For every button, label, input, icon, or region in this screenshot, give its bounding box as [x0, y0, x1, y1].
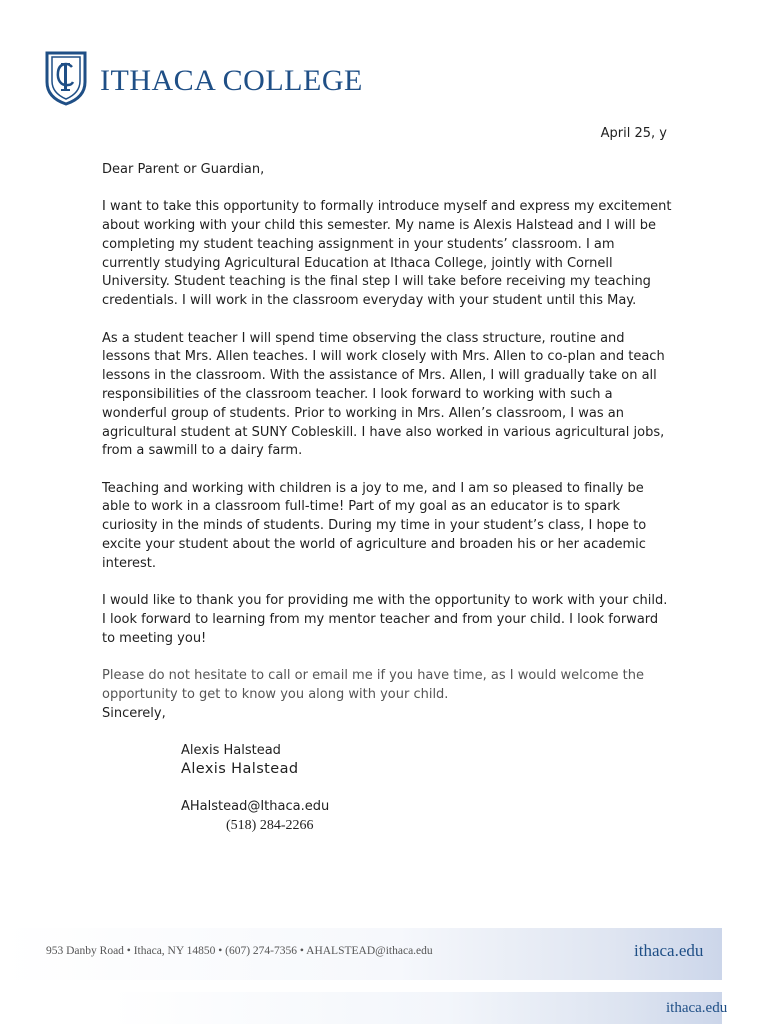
salutation: Dear Parent or Guardian,	[102, 162, 265, 177]
footer-address: 953 Danby Road • Ithaca, NY 14850 • (607) 274-7356 • AHALSTEAD@ithaca.edu	[46, 945, 433, 957]
letter-body	[102, 161, 672, 705]
footer-website: ithaca.edu	[634, 941, 704, 960]
footer-website-secondary: ithaca.edu	[666, 1000, 728, 1016]
body-paragraph-4: I would like to thank you for providing me with the opportunity to work with your child. I look forward to learning from my mentor teacher and from your child. I look forward to meeting you!	[102, 593, 668, 646]
body-paragraph-2: As a student teacher I will spend time observing the class structure, routine and lessons that Mrs. Allen teaches. I will work closely with Mrs. Allen to co-plan and teach lessons in the classroom. With the assistance of Mrs. Allen, I will gradually take on all responsibilities of the classroom teacher. I look forward to working with such a wonderful group of students. Prior to working in Mrs. Allen’s classroom, I was an agricultural student at SUNY Cobleskill. I have also worked in various agricultural jobs, from a sawmill to a dairy farm.	[102, 330, 665, 459]
letter-date: April 25, y	[600, 126, 667, 141]
signer-email: AHalstead@Ithaca.edu	[181, 799, 330, 814]
body-paragraph-1: I want to take this opportunity to formally introduce myself and express my excitement about working with your child this semester. My name is Alexis Halstead and I will be completing my student teaching assignment in your students’ classroom. I am currently studying Agricultural Education at Ithaca College, jointly with Cornell University. Student teaching is the final step I will take before receiving my teaching credentials. I will work in the classroom everyday with your student until this May.	[102, 199, 672, 309]
signer-name: Alexis Halstead	[181, 743, 281, 758]
signature: Alexis Halstead	[181, 761, 299, 777]
signer-phone: (518) 284-2266	[226, 818, 314, 833]
ithaca-college-seal-icon	[44, 50, 88, 106]
college-wordmark: ITHACA COLLEGE	[100, 64, 363, 97]
body-paragraph-5: Please do not hesitate to call or email me if you have time, as I would welcome the opportunity to get to know you along with your child.	[102, 668, 644, 702]
footer-band-secondary	[110, 992, 722, 1024]
letterhead	[44, 50, 363, 106]
closing: Sincerely,	[102, 706, 166, 721]
body-paragraph-3: Teaching and working with children is a joy to me, and I am so pleased to finally be able to work in a classroom full-time! Part of my goal as an educator is to spark curiosity in the minds of students. During my time in your student’s class, I hope to excite your student about the world of agriculture and broaden his or her academic interest.	[102, 480, 647, 571]
